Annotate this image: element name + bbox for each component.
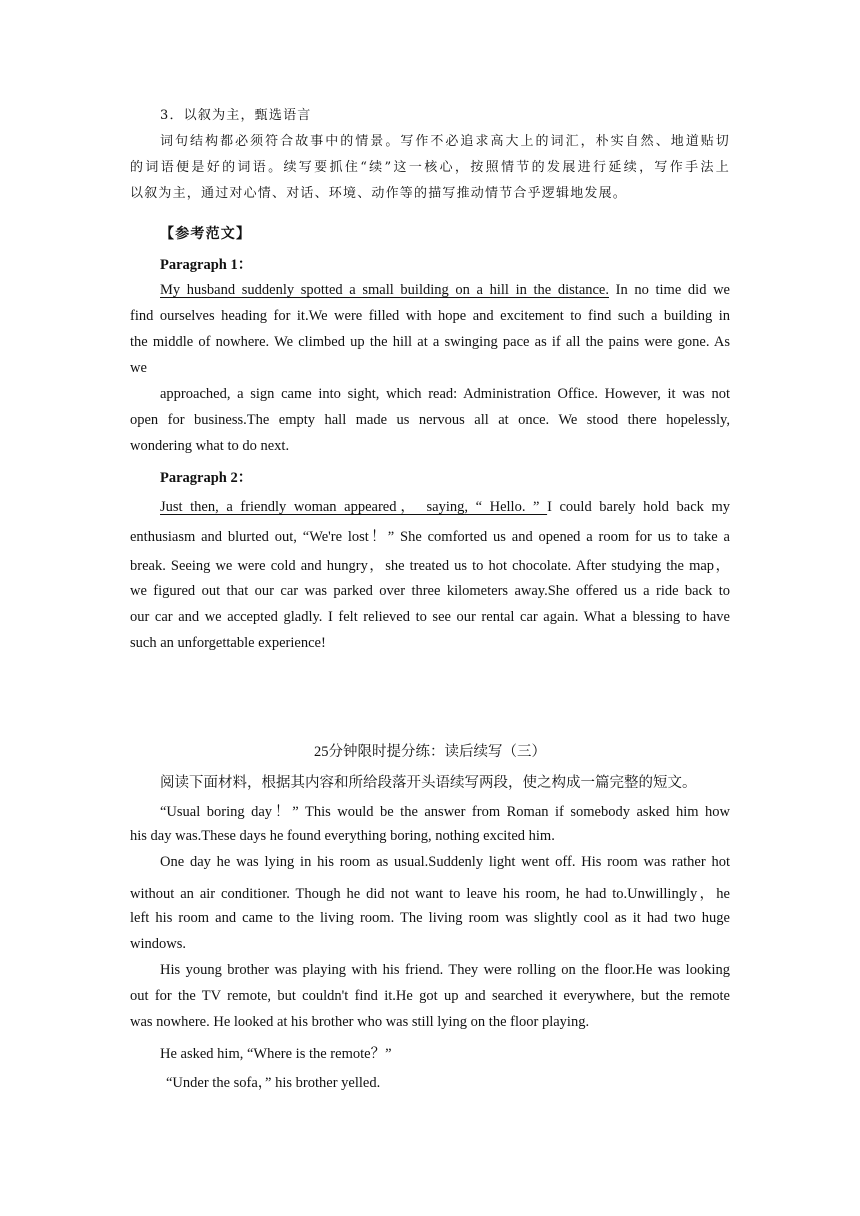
story-line: out for the TV remote, but couldn't find it.He got up and searched it everywhere, but the remote <box>130 988 730 1004</box>
story-line: left his room and came to the living room. The living room was slightly cool as it had two huge <box>130 910 730 926</box>
paragraph-2-first-line <box>160 495 730 516</box>
paragraph-1-first-line <box>160 282 730 299</box>
story-line: “Under the sofa，” his brother yelled. <box>166 1075 381 1091</box>
paragraph-line: find ourselves heading for it.We were filled with hope and excitement to find such a building in <box>130 308 730 324</box>
underlined-sentence: My husband suddenly spotted a small building on a hill in the distance. <box>160 282 609 298</box>
section-heading: 3．以叙为主，甄选语言 <box>160 108 312 123</box>
section-text-line: 的词语便是好的词语。续写要抓住“续”这一核心，按照情节的发展进行延续，写作手法上 <box>130 160 730 175</box>
exercise-instruction: 阅读下面材料，根据其内容和所给段落开头语续写两段，使之构成一篇完整的短文。 <box>160 775 697 791</box>
story-line: was nowhere. He looked at his brother who was still lying on the floor playing. <box>130 1014 590 1030</box>
paragraph-1-label: Paragraph 1： <box>160 257 253 273</box>
paragraph-line: we figured out that our car was parked over three kilometers away.She offered us a ride back to <box>130 583 730 599</box>
sentence-rest: I could barely hold back my <box>547 499 730 515</box>
paragraph-line: approached, a sign came into sight, which read: Administration Office. However, it was not <box>160 386 730 402</box>
paragraph-line: enthusiasm and blurted out, “We're lost！” She comforted us and opened a room for us to take a <box>130 529 730 545</box>
paragraph-2-label: Paragraph 2： <box>160 470 253 486</box>
exercise-title: 25分钟限时提分练：读后续写（三） <box>314 744 546 760</box>
story-line: windows. <box>130 936 186 952</box>
section-text-line: 词句结构都必须符合故事中的情景。写作不必追求高大上的词汇，朴实自然、地道贴切 <box>160 134 730 149</box>
paragraph-line: open for business.The empty hall made us nervous all at once. We stood there hopelessly, <box>130 412 730 428</box>
story-line: “Usual boring day！” This would be the answer from Roman if somebody asked him how <box>160 804 730 820</box>
paragraph-line: our car and we accepted gladly. I felt relieved to see our rental car again. What a blessing to have <box>130 609 730 625</box>
story-line: He asked him, “Where is the remote？” <box>160 1046 392 1062</box>
paragraph-line: such an unforgettable experience! <box>130 635 326 651</box>
story-line: without an air conditioner. Though he did not want to leave his room, he had to.Unwillingly，he <box>130 886 730 902</box>
underlined-sentence: Just then, a friendly woman appeared， saying, “ Hello. ” <box>160 499 548 515</box>
story-line: His young brother was playing with his friend. They were rolling on the floor.He was looking <box>160 962 730 978</box>
paragraph-line: break. Seeing we were cold and hungry，she treated us to hot chocolate. After studying the map， <box>130 558 730 574</box>
paragraph-line: wondering what to do next. <box>130 438 290 454</box>
sentence-rest: In no time did we <box>609 282 730 298</box>
section-text-line: 以叙为主，通过对心情、对话、环境、动作等的描写推动情节合乎逻辑地发展。 <box>130 186 628 201</box>
story-line: One day he was lying in his room as usual.Suddenly light went off. His room was rather hot <box>160 854 730 870</box>
sample-title: 【参考范文】 <box>160 226 252 242</box>
paragraph-line: we <box>130 360 147 376</box>
story-line: his day was.These days he found everything boring, nothing excited him. <box>130 828 555 844</box>
paragraph-line: the middle of nowhere. We climbed up the hill at a swinging pace as if all the pains were gone. As <box>130 334 730 350</box>
